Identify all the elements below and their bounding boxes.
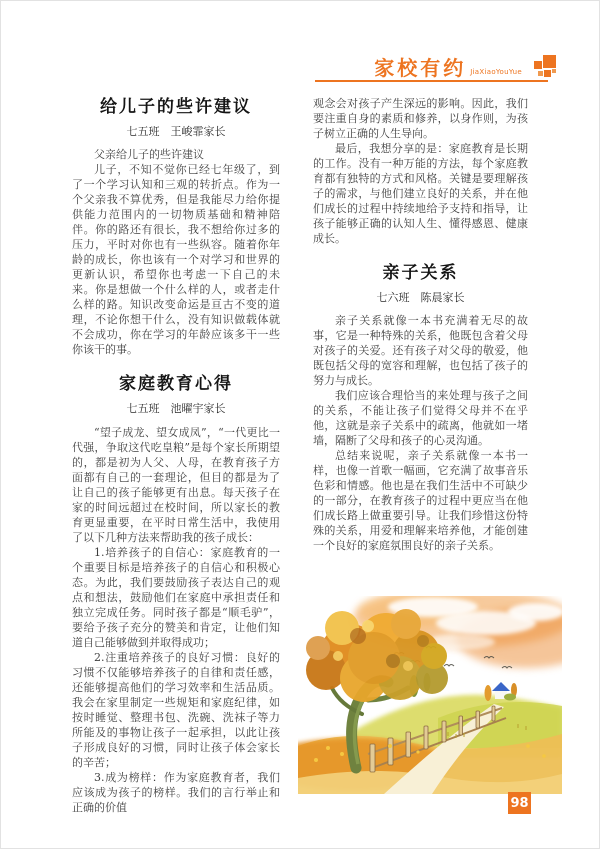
autumn-illustration xyxy=(298,596,562,794)
article-2-paragraph-continued: 观念会对孩子产生深远的影响。因此，我们要注重自身的素质和修养，以身作则，为孩子树立正确的人生导向。 xyxy=(313,97,528,140)
left-column xyxy=(72,96,280,815)
article-2-title: 家庭教育心得 xyxy=(119,374,233,395)
section-title: 家校有约 xyxy=(374,56,467,80)
article-3-paragraph: 总结来说呢，亲子关系就像一本书一样，也像一首歌一幅画，它充满了故事音乐色彩和情感。他也是在我们生活中不可缺少的一部分，在教育孩子的过程中更应当在他们成长路上做重要引导。让我们珍惜这份特殊的关系，用爱和理解来培养他，才能创建一个良好的家庭氛围良好的亲子关系。 xyxy=(313,449,528,553)
article-1-byline: 七五班 王峻霏家长 xyxy=(126,125,226,139)
article-3-title: 亲子关系 xyxy=(382,263,459,283)
section-header xyxy=(315,50,548,82)
article-1-paragraph: 儿子，不知不觉你已经七年级了，到了一个学习认知和三观的转折点。作为一个父亲我不算优秀，但是我能尽力给你提供能力范围内的一切物质基础和精神陪伴。你的路还有很长，我不想给你过多的压力，平时对你也有一些纵容。随着你年龄的成长，你也该有一个对学习和世界的更新认识，希望你也考虑一下自己的未来。你是想做一个什么样的人，或者走什么样的路。知识改变命运是亘古不变的道理，不论你想干什么，没有知识做载体就不会成功，你在学习的年龄应该多干一些你该干的事。 xyxy=(72,163,280,357)
article-2-paragraph: 1.培养孩子的自信心：家庭教育的一个重要目标是培养孩子的自信心和积极心态。为此，我们要鼓励孩子表达自己的观点和想法，鼓励他们在家庭中承担责任和独立完成任务。同时孩子都是“顺毛驴”，要给予孩子充分的赞美和肯定，让他们知道自己能够做到并取得成功； xyxy=(72,545,280,649)
article-3-byline: 七六班 陈晨家长 xyxy=(376,291,465,305)
article-2-paragraph: 2.注重培养孩子的良好习惯：良好的习惯不仅能够培养孩子的自律和责任感，还能够提高他们的学习效率和生活品质。我会在家里制定一些规矩和家庭纪律，如按时睡觉、整理书包、洗碗、洗袜子等力所能及的事物让孩子一起承担，以此让孩子形成良好的习惯，同时让孩子体会家长的辛苦； xyxy=(72,650,280,769)
article-2-paragraph: 3.成为榜样：作为家庭教育者，我们应该成为孩子的榜样。我们的言行举止和正确的价值 xyxy=(72,770,280,814)
house xyxy=(485,682,518,701)
pixel-squares-icon xyxy=(530,54,558,86)
article-3-paragraph: 亲子关系就像一本书充满着无尽的故事，它是一种特殊的关系，他既包含着父母对孩子的关爱。还有孩子对父母的敬爱，他既包括父母的宽容和理解，也包括了孩子的努力与成长。 xyxy=(313,314,528,388)
article-2-paragraph: 最后，我想分享的是：家庭教育是长期的工作。没有一种万能的方法，每个家庭教育都有独特的方式和风格。关键是要理解孩子的需求，与他们建立良好的关系，并在他们成长的过程中持续地给予支持和指导，让孩子能够正确的认知人生、懂得感恩、健康成长。 xyxy=(313,142,528,245)
article-1-title: 给儿子的些许建议 xyxy=(100,97,252,117)
article-1-intro: 父亲给儿子的些许建议 xyxy=(94,148,204,162)
article-3-paragraph: 我们应该合理恰当的来处理与孩子之间的关系，不能让孩子们觉得父母并不在乎他，这就是亲子关系中的疏离，他就如一堵墙，隔断了父母和孩子的心灵沟通。 xyxy=(313,389,528,448)
section-subtitle: JiaXiaoYouYue xyxy=(470,68,522,76)
page-number-badge: 98 xyxy=(508,792,531,814)
article-2-paragraph: “望子成龙、望女成凤”，“一代更比一代强，争取这代吃皇粮”是每个家长所期望的，都是初为人父、人母，在教育孩子方面都有自己的一套理论，但目的都是为了让自己的孩子能够更有出息。每天孩子在家的时间远超过在校时间，所以家长的教育更显重要，在平时日常生活中，我使用了以下几种方法来帮助我的孩子成长： xyxy=(72,425,280,544)
article-2-byline: 七五班 池曜宇家长 xyxy=(126,402,226,416)
